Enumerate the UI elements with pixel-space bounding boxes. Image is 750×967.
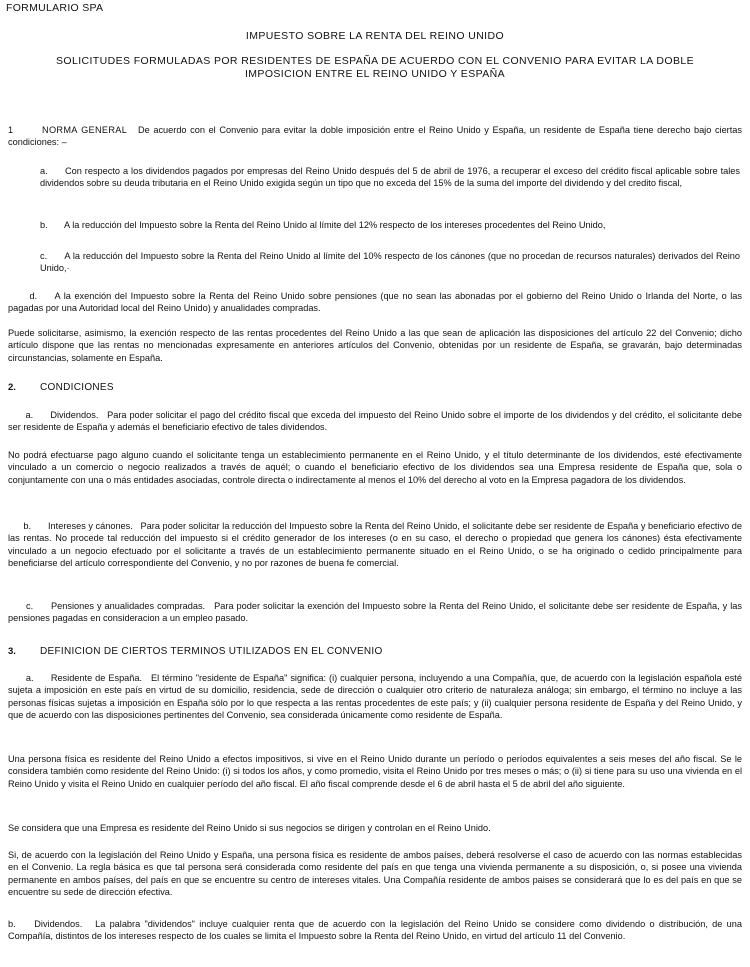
item-text: Para poder solicitar la reducción del Impuesto sobre la Renta del Reino Unido, el solicitante debe ser residente de España y beneficiario efectivo de las rentas. No procede tal reducción del impuesto si el crédito generador de los intereses (o en su caso, el derecho o propiedad que genera los cánones) ésta efectivamente vinculado a un negocio efectuado por el solicitante a través de un establecimiento permanente situado en el Reino Unido, o se ha originado o cedido principalmente para beneficiarse del artículo correspondiente del Convenio, y no por razones de buena fe comercial. — [8, 521, 742, 569]
item-label: a. — [25, 673, 34, 683]
item-label: b. — [23, 521, 32, 531]
form-label: FORMULARIO SPA — [6, 2, 104, 14]
section-3-heading: DEFINICION DE CIERTOS TERMINOS UTILIZADOS EN EL CONVENIO — [40, 646, 383, 657]
section-1-extra: Puede solicitarse, asimismo, la exención respecto de las rentas procedentes del Reino Unido a las que sean de aplicación las disposiciones del artículo 22 del Convenio; dicho artículo dispone que las rentas no mencionadas expresamente en anteriores artículos del Convenio, obtenidas por un residente de España, se gravarán, bajo determinadas circunstancias, solamente en España. — [8, 328, 742, 363]
section-2-item-a — [8, 409, 742, 434]
item-text: A la exención del Impuesto sobre la Renta del Reino Unido sobre pensiones (que no sean las abonadas por el gobierno del Reino Unido o Irlanda del Norte, o las pagadas por una Autoridad local del Reino Unido) y anualidades compradas. — [8, 291, 743, 314]
section-3-number: 3. — [8, 646, 16, 657]
section-2-item-c — [8, 600, 742, 625]
item-text: Para poder solicitar la exención del Impuesto sobre la Renta del Reino Unido, el solicitante debe ser residente de España, y las pensiones pagadas en consideracion a un empleo pasado. — [8, 601, 742, 624]
item-heading: Intereses y cánones. — [48, 521, 133, 531]
item-label: c. — [26, 601, 34, 611]
section-1-item-c — [40, 250, 740, 275]
item-label: a. — [40, 166, 48, 176]
item-label: b. — [8, 919, 16, 929]
section-3-item-a — [8, 672, 742, 722]
item-label: c. — [40, 251, 48, 261]
item-text: Con respecto a los dividendos pagados por empresas del Reino Unido después del 5 de abril de 1976, a recuperar el exceso del crédito fiscal aplicable sobre tales dividendos sobre su deuda tributaria en el Reino Unido exigida según un tipo que no exceda del 15% de la suma del importe del dividendo y del credito fiscal, — [40, 166, 740, 189]
subtitle-line-2: IMPOSICION ENTRE EL REINO UNIDO Y ESPAÑA — [244, 68, 506, 80]
document-title: IMPUESTO SOBRE LA RENTA DEL REINO UNIDO — [245, 30, 505, 42]
section-1-heading: NORMA GENERAL — [42, 125, 128, 135]
section-2-item-b — [8, 520, 742, 570]
section-1-number: 1 — [8, 125, 14, 135]
item-text: A la reducción del Impuesto sobre la Renta del Reino Unido al límite del 10% respecto de los cánones (que no procedan de recursos naturales) derivados del Reino Unido,· — [40, 251, 741, 274]
subtitle-line-1: SOLICITUDES FORMULADAS POR RESIDENTES DE ESPAÑA DE ACUERDO CON EL CONVENIO PARA EVITAR LA DOBLE — [55, 55, 694, 67]
section-2-heading: CONDICIONES — [40, 382, 114, 393]
section-1-intro-text: De acuerdo con el Convenio para evitar la doble imposición entre el Reino Unido y España, un residente de España tiene derecho bajo ciertas condiciones: – — [8, 125, 743, 148]
item-label: d. — [29, 291, 38, 301]
section-2-number: 2. — [8, 382, 16, 393]
item-heading: Residente de España. — [50, 673, 143, 683]
section-1-item-a — [40, 165, 740, 190]
item-text: La palabra "dividendos" incluye cualquier renta que de acuerdo con la legislación del Reino Unido se considere como dividendo o distribución, de una Compañía, distintos de los intereses respecto de los cuales se limita el Impuesto sobre la Renta del Reino Unido, en virtud del artículo 11 del Convenio. — [8, 919, 742, 942]
item-text: A la reducción del Impuesto sobre la Renta del Reino Unido al límite del 12% respecto de los intereses procedentes del Reino Unido, — [64, 220, 606, 230]
section-2-item-a-paragraph-2: No podrá efectuarse pago alguno cuando el solicitante tenga un establecimiento permanente en el Reino Unido, y el título determinante de los dividendos, esté efectivamente vinculado a un comercio o negocio realizados a través de aquél; o cuando el beneficiario efectivo de los dividendos sea una Empresa residente de España que, sola o conjuntamente con una o más entidades asociadas, controle directa o indirectamente al menos el 10% del derecho al voto en la Empresa pagadora de los dividendos. — [8, 450, 742, 485]
item-heading: Pensiones y anualidades compradas. — [51, 601, 206, 611]
section-3-paragraph-2: Una persona física es residente del Reino Unido a efectos impositivos, si vive en el Reino Unido durante un período o períodos equivalentes a seis meses del año fiscal. Se le considera también como residente del Reino Unido: (i) si todos los años, y como promedio, visita el Reino Unido por tres meses o más; o (ii) si tiene para su uso una vivienda en el Reino Unido y visita el Reino Unido en cualquier período del año fiscal. El año fiscal comprende desde el 6 de abril hasta el 5 de abril del año siguiente. — [8, 754, 742, 789]
section-1-item-b — [40, 219, 740, 231]
item-label: a. — [25, 410, 34, 420]
item-label: b. — [40, 220, 48, 230]
item-heading: Dividendos. — [34, 919, 83, 929]
document-subtitle — [0, 55, 750, 81]
section-3-item-b — [8, 918, 742, 943]
item-text: Para poder solicitar el pago del crédito fiscal que exceda del impuesto del Reino Unido sobre el importe de los dividendos y del crédito, el solicitante debe ser residente de España y además el beneficiario efectivo de tales dividendos. — [8, 410, 742, 433]
section-3-paragraph-4: Si, de acuerdo con la legislación del Reino Unido y España, una persona física es residente de ambos países, deberá resolverse el caso de acuerdo con las normas establecidas en el Convenio. La regla básica es que tal persona será considerada como residente del país en que tenga una vivienda permanente a su disposición, o, si posee una vivienda permanente en ambos países, del país en que se encuentre su centro de intereses vitales. Una Compañía residente de ambos paises se considerará que lo es del país en que se encuentre su sede de dirección efectiva. — [8, 850, 742, 898]
item-text: El término "residente de España" significa: (i) cualquier persona, incluyendo a una Compañía, que, de acuerdo con la legislación española esté sujeta a imposición en este país en virtud de su domicilio, residencia, sede de dirección o cualquier otro criterio de naturaleza análoga; sin embargo, el término no incluye a las personas físicas sujetas a imposición en España sólo por lo que respecta a las rentas procedentes de este país; y (ii) cualquier persona residente de España y del Reino Unido, y que de acuerdo con las disposiciones pertinentes del Convenio, sea considerada únicamente como residente de España. — [8, 673, 742, 721]
item-heading: Dividendos. — [50, 410, 99, 420]
section-1-intro — [8, 124, 742, 149]
section-3-paragraph-3: Se considera que una Empresa es residente del Reino Unido si sus negocios se dirigen y controlan en el Reino Unido. — [8, 823, 491, 833]
section-1-item-d — [8, 290, 742, 315]
